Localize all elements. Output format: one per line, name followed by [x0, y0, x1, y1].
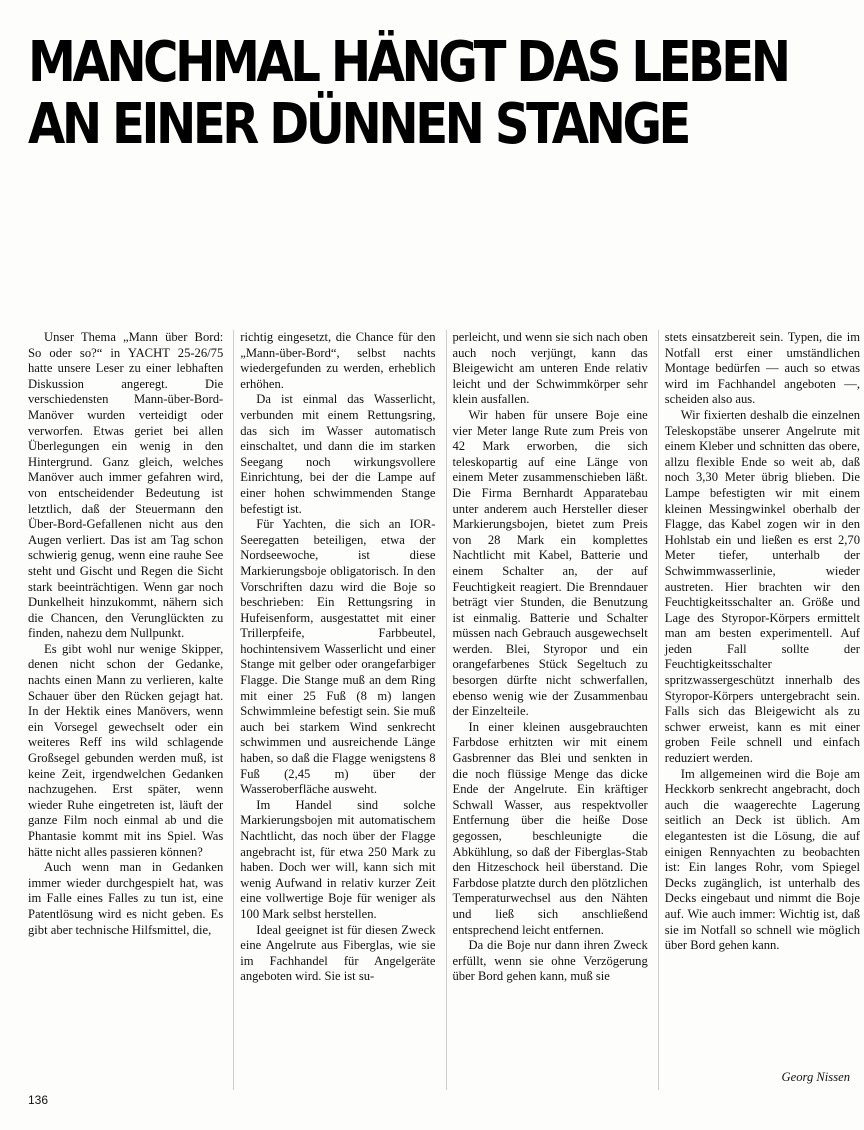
paragraph: richtig eingesetzt, die Chance für den „Mann-über-Bord“, selbst nachts wiedergefunden zu werden, erheblich erhöhen.: [240, 330, 436, 391]
text-column-2: [233, 330, 435, 1090]
headline-line-1: MANCHMAL HÄNGT DAS LEBEN: [28, 30, 788, 95]
author-signature: Georg Nissen: [781, 1070, 850, 1084]
paragraph: Da ist einmal das Wasserlicht, verbunden mit einem Rettungsring, das sich im Wasser automatisch einschaltet, und dann die im starken Seegang noch wirkungsvollere Einrichtung, bei der die Lampe auf einer hohen schwimmenden Stange befestigt ist.: [240, 392, 436, 516]
paragraph: Da die Boje nur dann ihren Zweck erfüllt, wenn sie ohne Verzögerung über Bord gehen kann, muß sie: [452, 938, 648, 984]
paragraph: Unser Thema „Mann über Bord: So oder so?“ in YACHT 25-26/75 hatte unsere Leser zu einer lebhaften Diskussion angeregt. Die verschiedensten Mann-über-Bord-Manöver wurden verteidigt oder verworfen. Etwas geriet bei allen Überlegungen ein wenig in den Hintergrund. Ganz gleich, welches Manöver auch immer gefahren wird, von entscheidender Bedeutung ist letztlich, daß der Steuermann den Über-Bord-Gefallenen nicht aus den Augen verliert. Das ist am Tag schon schwierig genug, wenn eine rauhe See steht und Gischt und Regen die Sicht stark beeinträchtigen. Wenn gar noch Dunkelheit hinzukommt, nähern sich die Chancen, den Verunglückten zu finden, nahezu dem Nullpunkt.: [28, 330, 224, 641]
paragraph: stets einsatzbereit sein. Typen, die im Notfall erst einer umständlichen Montage bedürfen — auch so etwas wird im Fachhandel angeboten —, scheiden also aus.: [664, 330, 860, 407]
paragraph: Ideal geeignet ist für diesen Zweck eine Angelrute aus Fiberglas, wie sie im Fachhandel für Angelgeräte angeboten wird. Sie ist su-: [240, 922, 436, 984]
page-number: 136: [28, 1093, 49, 1107]
paragraph: Es gibt wohl nur wenige Skipper, denen nicht schon der Gedanke, nachts einen Mann zu verlieren, kalte Schauer über den Rücken gejagt hat. In der Hektik eines Manövers, wenn ein Vorsegel gewechselt oder ein weiteres Reff ins wild schlagende Großsegel gebunden werden muß, ist keine Zeit, irgendwelchen Gedanken nachzugehen. Erst später, wenn wieder Ruhe eingetreten ist, läuft der ganze Film noch einmal ab und die Phantasie kommt mit ins Spiel. Was hätte nicht alles passieren können?: [28, 641, 224, 859]
paragraph: Für Yachten, die sich an IOR-Seeregatten beteiligen, etwa der Nordseewoche, ist diese Markierungsboje obligatorisch. In den Vorschriften dazu wird die Boje so beschrieben: Ein Rettungsring in Hufeisenform, ausgestattet mit einer Trillerpfeife, Farbbeutel, hochintensivem Wasserlicht und einer Stange mit gelber oder orangefarbiger Flagge. Die Stange muß an dem Ring mit einer 25 Fuß (8 m) langen Schwimmleine befestigt sein. Sie muß auch bei starkem Wind senkrecht schwimmen und ausreichende Länge haben, so daß die Flagge wenigstens 8 Fuß (2,45 m) über der Wasseroberfläche ausweht.: [240, 517, 436, 797]
text-column-4: [658, 330, 860, 1090]
paragraph: Im allgemeinen wird die Boje am Heckkorb senkrecht angebracht, doch auch die waagerechte Lagerung seitlich an Deck ist üblich. Am elegantesten ist die Lösung, die auf einigen Rennyachten zu beobachten ist: Ein langes Rohr, vom Spiegel Decks zugänglich, ist unterhalb des Decks eingebaut und nimmt die Boje auf. Wie auch immer: Wichtig ist, daß sie im Notfall so schnell wie möglich über Bord gehen kann.: [664, 766, 860, 953]
paragraph: Auch wenn man in Gedanken immer wieder durchgespielt hat, was im Falle eines Falles zu tun ist, eine Patentlösung wird es nicht geben. Es gibt aber technische Hilfsmittel, die,: [28, 860, 224, 937]
text-column-3: [446, 330, 648, 1090]
headline-line-2: AN EINER DÜNNEN STANGE: [28, 92, 689, 157]
article-body: [28, 330, 860, 1090]
paragraph: perleicht, und wenn sie sich nach oben auch noch verjüngt, kann das Bleigewicht am unteren Ende relativ leicht und der Schwimmkörper sehr klein ausfallen.: [452, 330, 648, 407]
text-column-1: [28, 330, 223, 1090]
paragraph: Wir haben für unsere Boje eine vier Meter lange Rute zum Preis von 42 Mark erworben, die sich teleskopartig auf eine Länge von einem Meter zusammenschieben läßt. Die Firma Bernhardt Apparatebau unter anderem auch Hersteller dieser Markierungsbojen, bietet zum Preis von 28 Mark ein komplettes Nachtlicht mit Kabel, Batterie und einem Schalter an, der auf Feuchtigkeit reagiert. Die Brenndauer beträgt vier Stunden, die Benutzung ist einmalig. Batterie und Schalter müssen nach Gebrauch ausgewechselt werden. Blei, Styropor und ein orangefarbenes Stück Segeltuch zu besorgen dürfte nicht schwerfallen, ebenso wenig wie der Zusammenbau der Einzelteile.: [452, 407, 648, 719]
headline: [28, 30, 788, 157]
paragraph: In einer kleinen ausgebrauchten Farbdose erhitzten wir mit einem Gasbrenner das Blei und senkten in die noch flüssige Menge das dicke Ende der Angelrute. Ein kräftiger Schwall Wasser, aus respektvoller Entfernung über die heiße Dose gegossen, beschleunigte die Abkühlung, so daß der Fiberglas-Stab den Hitzeschock heil überstand. Die Farbdose platzte durch den plötzlichen Temperaturwechsel aus den Nähten und ließ sich anschließend entsprechend leicht entfernen.: [452, 719, 648, 937]
paragraph: Wir fixierten deshalb die einzelnen Teleskopstäbe unserer Angelrute mit einem Kleber und schnitten das obere, allzu flexible Ende so weit ab, daß noch 3,30 Meter übrig blieben. Die Lampe befestigten wir mit einem kleinen Messingwinkel oberhalb der Flagge, das Kabel zogen wir in den Hohlstab ein und ließen es erst 2,70 Meter tiefer, unterhalb der Schwimmwasserlinie, wieder austreten. Hier brachten wir den Feuchtigkeitsschalter an. Größe und Lage des Styropor-Körpers ermittelt man am besten experimentell. Auf jeden Fall sollte der Feuchtigkeitsschalter spritzwassergeschützt innerhalb des Styropor-Körpers untergebracht sein. Falls sich das Bleigewicht als zu schwer erweist, kann es mit einer groben Feile schnell und einfach reduziert werden.: [664, 407, 860, 766]
paragraph: Im Handel sind solche Markierungsbojen mit automatischem Nachtlicht, das noch über der Flagge angebracht ist, für etwa 250 Mark zu haben. Doch wer will, kann sich mit wenig Aufwand in relativ kurzer Zeit eine vollwertige Boje für weniger als 100 Mark selbst herstellen.: [240, 797, 436, 921]
